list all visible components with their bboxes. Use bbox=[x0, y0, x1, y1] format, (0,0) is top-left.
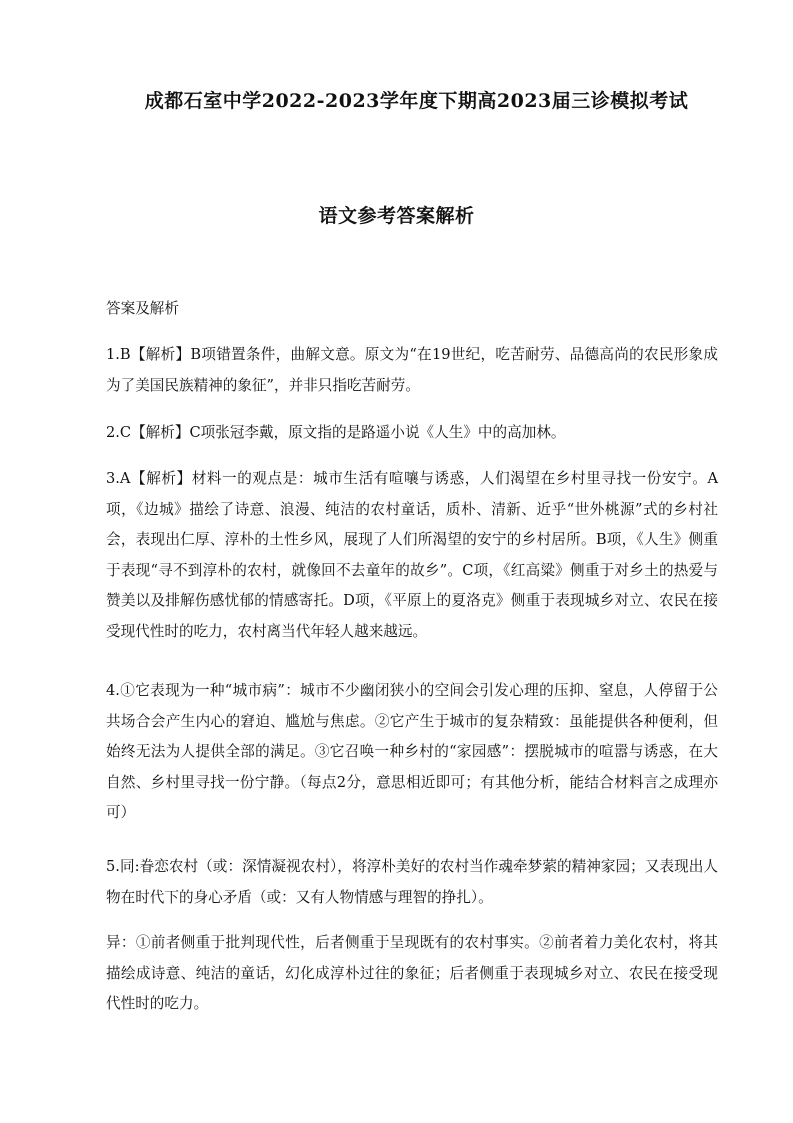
exam-title: 成都石室中学2022-2023学年度下期高2023届三诊模拟考试 bbox=[144, 90, 689, 112]
answer-5-similarities: 5.同:眷恋农村（或：深情凝视农村），将淳朴美好的农村当作魂牵梦萦的精神家园；又表现出人物在时代下的身心矛盾（或：又有人物情感与理智的挣扎）。 bbox=[106, 858, 718, 906]
answer-4: 4.①它表现为一种“城市病”：城市不少幽闭狭小的空间会引发心理的压抑、窒息，人停留于公共场合会产生内心的窘迫、尴尬与焦虑。②它产生于城市的复杂精致：虽能提供各种便利，但始终无法为人提供全部的满足。③它召唤一种乡村的“家园感”：摆脱城市的喧嚣与诱惑，在大自然、乡村里寻找一份宁静。（每点2分，意思相近即可；有其他分析，能结合材料言之成理亦可） bbox=[106, 682, 718, 821]
answer-key-title: 语文参考答案解析 bbox=[318, 205, 475, 227]
answer-1: 1.B【解析】B项错置条件，曲解文意。原文为“在19世纪，吃苦耐劳、品德高尚的农民形象成为了美国民族精神的象征”，并非只指吃苦耐劳。 bbox=[106, 346, 718, 394]
answer-3: 3.A【解析】材料一的观点是：城市生活有喧嚷与诱惑，人们渴望在乡村里寻找一份安宁。A项，《边城》描绘了诗意、浪漫、纯洁的农村童话，质朴、清新、近乎“世外桃源”式的乡村社会，表现出仁厚、淳朴的土性乡风，展现了人们所渴望的安宁的乡村居所。B项，《人生》侧重于表现“寻不到淳朴的农村，就像回不去童年的故乡”。C项，《红高粱》侧重于对乡土的热爱与赞美以及排解伤感忧郁的情感寄托。D项，《平原上的夏洛克》侧重于表现城乡对立、农民在接受现代性时的吃力，农村离当代年轻人越来越远。 bbox=[106, 470, 718, 640]
answer-5-differences: 异：①前者侧重于批判现代性，后者侧重于呈现既有的农村事实。②前者着力美化农村，将其描绘成诗意、纯洁的童话，幻化成淳朴过往的象征；后者侧重于表现城乡对立、农民在接受现代性时的吃力。 bbox=[106, 934, 718, 1012]
section-label: 答案及解析 bbox=[106, 300, 179, 317]
answer-2: 2.C【解析】C项张冠李戴，原文指的是路遥小说《人生》中的高加林。 bbox=[106, 424, 566, 441]
